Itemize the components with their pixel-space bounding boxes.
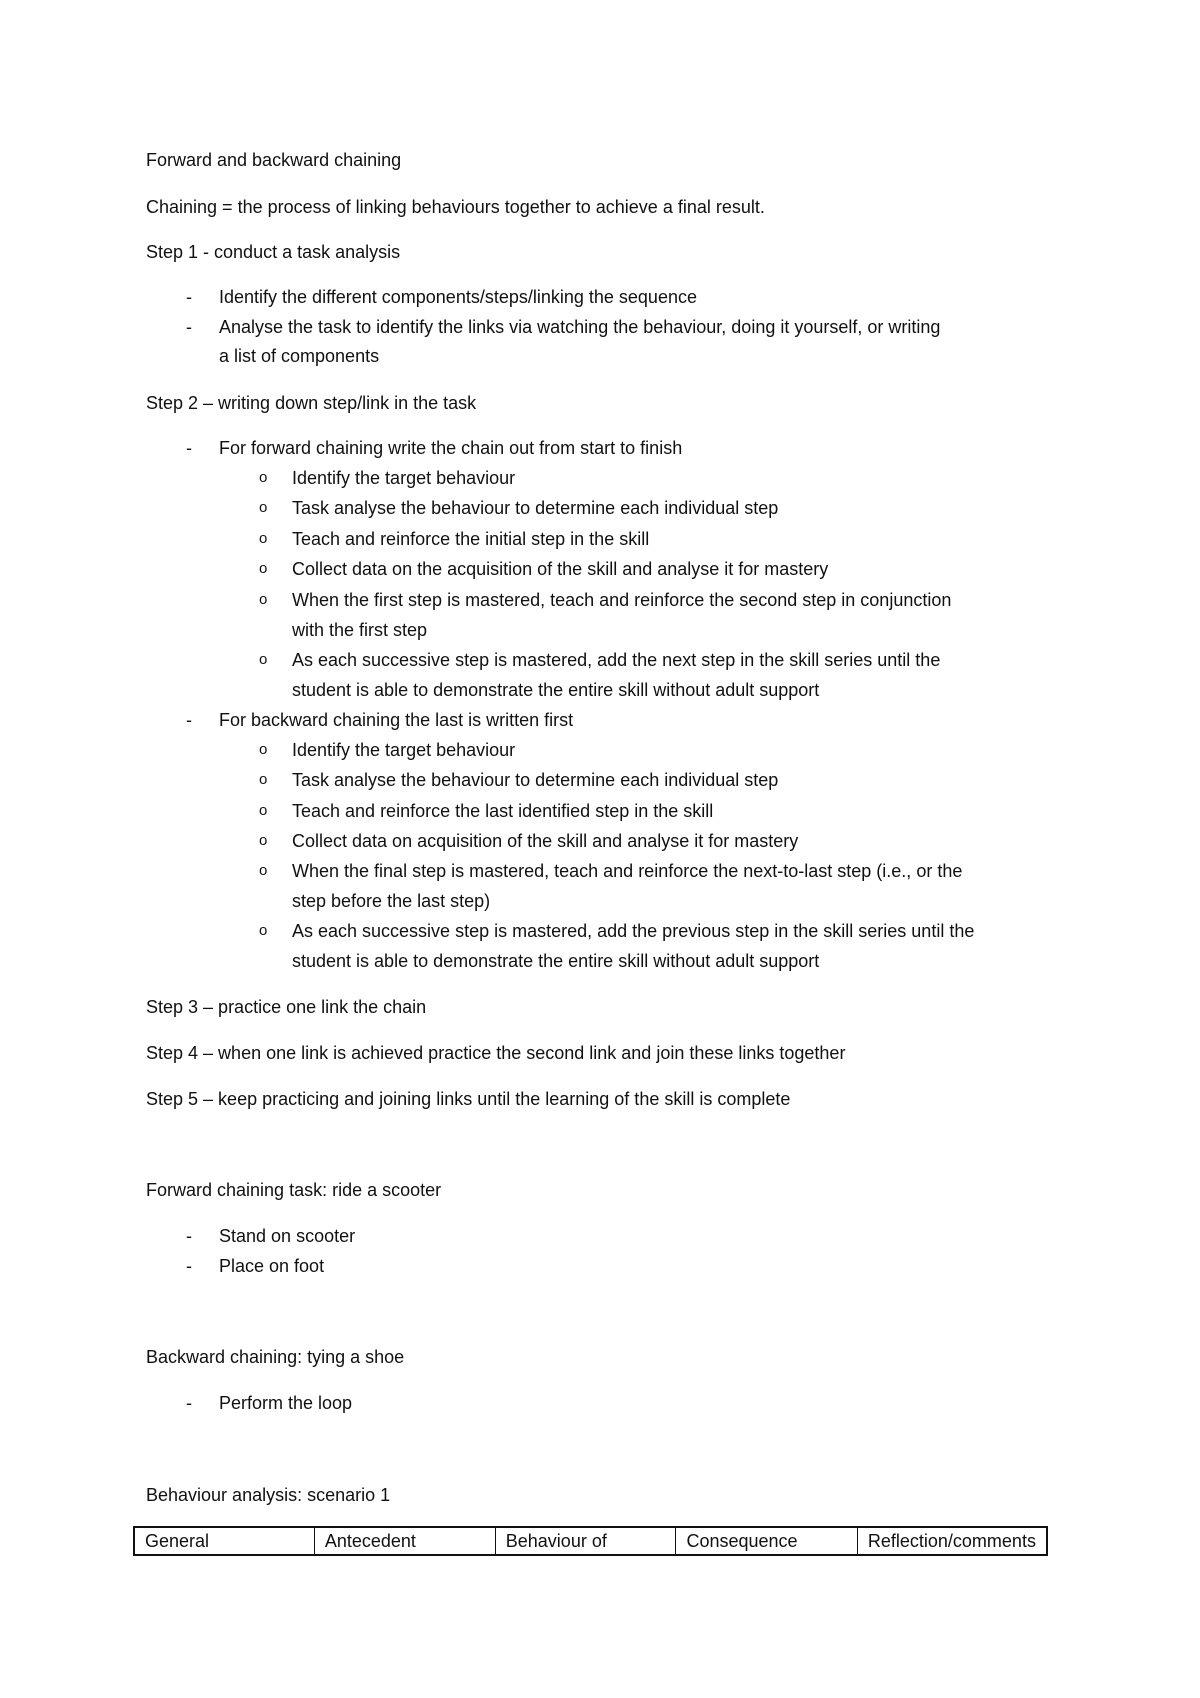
- forward-subitem: Teach and reinforce the initial step in the skill: [292, 529, 650, 549]
- forward-task-heading: Forward chaining task: ride a scooter: [146, 1180, 442, 1200]
- column-header-general: General: [134, 1527, 314, 1555]
- circle-bullet-icon: o: [259, 651, 268, 668]
- dash-marker: -: [186, 317, 192, 337]
- backward-subitem: Collect data on acquisition of the skill and analyse it for mastery: [292, 831, 799, 851]
- column-header-reflection: Reflection/comments: [857, 1527, 1047, 1555]
- circle-bullet-icon: o: [259, 499, 268, 516]
- backward-subitem-continued: step before the last step): [292, 891, 491, 911]
- dash-marker: -: [186, 287, 192, 307]
- column-header-antecedent: Antecedent: [314, 1527, 495, 1555]
- forward-subitem: When the first step is mastered, teach and reinforce the second step in conjunction: [292, 590, 952, 610]
- circle-bullet-icon: o: [259, 591, 268, 608]
- step1-item: Identify the different components/steps/linking the sequence: [219, 287, 697, 307]
- circle-bullet-icon: o: [259, 862, 268, 879]
- forward-subitem: Task analyse the behaviour to determine each individual step: [292, 498, 779, 518]
- backward-subitem: Task analyse the behaviour to determine each individual step: [292, 770, 779, 790]
- step4-text: Step 4 – when one link is achieved practice the second link and join these links together: [146, 1043, 846, 1063]
- backward-subitem: As each successive step is mastered, add the previous step in the skill series until the: [292, 921, 975, 941]
- step1-heading: Step 1 - conduct a task analysis: [146, 242, 401, 262]
- table-header-row: [134, 1527, 1047, 1555]
- forward-chaining-label: For forward chaining write the chain out from start to finish: [219, 438, 683, 458]
- step2-heading: Step 2 – writing down step/link in the task: [146, 393, 477, 413]
- circle-bullet-icon: o: [259, 560, 268, 577]
- step3-text: Step 3 – practice one link the chain: [146, 997, 427, 1017]
- forward-task-item: Place on foot: [219, 1256, 325, 1276]
- step1-item: Analyse the task to identify the links via watching the behaviour, doing it yourself, or writing: [219, 317, 941, 337]
- backward-chaining-label: For backward chaining the last is written first: [219, 710, 574, 730]
- backward-subitem: Teach and reinforce the last identified step in the skill: [292, 801, 714, 821]
- backward-task-item: Perform the loop: [219, 1393, 353, 1413]
- circle-bullet-icon: o: [259, 469, 268, 486]
- forward-subitem: As each successive step is mastered, add the next step in the skill series until the: [292, 650, 941, 670]
- column-header-behaviour: Behaviour of: [495, 1527, 676, 1555]
- scenario-heading: Behaviour analysis: scenario 1: [146, 1485, 391, 1505]
- circle-bullet-icon: o: [259, 771, 268, 788]
- circle-bullet-icon: o: [259, 922, 268, 939]
- document-title: Forward and backward chaining: [146, 150, 402, 170]
- forward-subitem-continued: with the first step: [292, 620, 428, 640]
- dash-marker: -: [186, 438, 192, 458]
- circle-bullet-icon: o: [259, 802, 268, 819]
- forward-subitem: Collect data on the acquisition of the skill and analyse it for mastery: [292, 559, 829, 579]
- forward-task-item: Stand on scooter: [219, 1226, 356, 1246]
- forward-subitem-continued: student is able to demonstrate the entire skill without adult support: [292, 680, 820, 700]
- circle-bullet-icon: o: [259, 832, 268, 849]
- step5-text: Step 5 – keep practicing and joining links until the learning of the skill is complete: [146, 1089, 791, 1109]
- dash-marker: -: [186, 1256, 192, 1276]
- dash-marker: -: [186, 710, 192, 730]
- dash-marker: -: [186, 1226, 192, 1246]
- backward-task-heading: Backward chaining: tying a shoe: [146, 1347, 405, 1367]
- chaining-definition: Chaining = the process of linking behaviours together to achieve a final result.: [146, 197, 765, 217]
- behaviour-analysis-table: [133, 1526, 1048, 1556]
- dash-marker: -: [186, 1393, 192, 1413]
- backward-subitem-continued: student is able to demonstrate the entire skill without adult support: [292, 951, 820, 971]
- column-header-consequence: Consequence: [676, 1527, 857, 1555]
- circle-bullet-icon: o: [259, 530, 268, 547]
- backward-subitem: When the final step is mastered, teach and reinforce the next-to-last step (i.e., or the: [292, 861, 963, 881]
- backward-subitem: Identify the target behaviour: [292, 740, 516, 760]
- forward-subitem: Identify the target behaviour: [292, 468, 516, 488]
- circle-bullet-icon: o: [259, 741, 268, 758]
- step1-item-continued: a list of components: [219, 346, 380, 366]
